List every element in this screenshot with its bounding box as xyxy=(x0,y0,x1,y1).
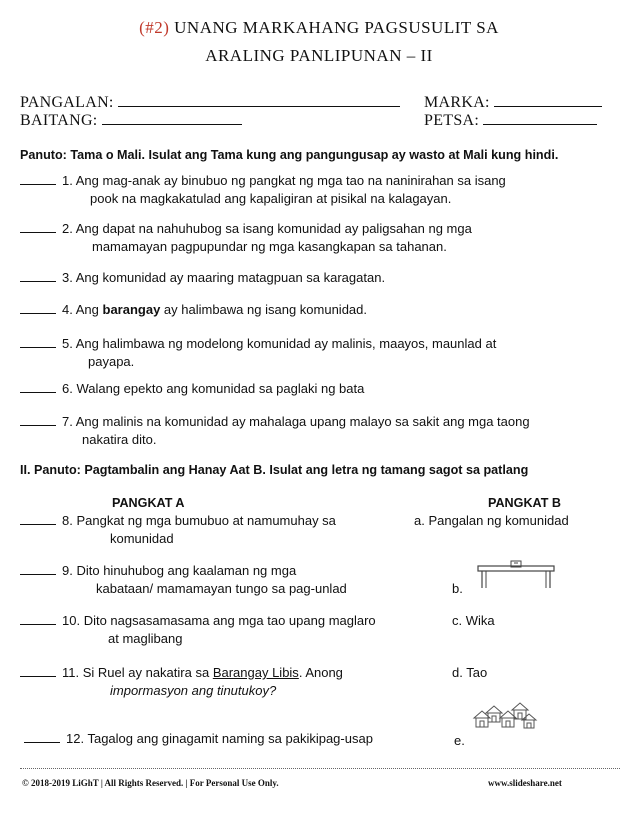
title-line-1: UNANG MARKAHANG PAGSUSULIT SA xyxy=(174,18,499,37)
question-1: 1. Ang mag-anak ay binubuo ng pangkat ng mga tao na naninirahan sa isang pook na magkakatulad ang kapaligiran at pisikal na kalagayan. xyxy=(20,172,630,208)
question-5: 5. Ang halimbawa ng modelong komunidad ay malinis, maayos, maunlad at payapa. xyxy=(20,335,630,371)
choice-c: c. Wika xyxy=(452,613,495,628)
answer-blank[interactable] xyxy=(20,301,56,314)
question-text: Walang epekto ang komunidad sa paglaki ng bata xyxy=(76,381,365,396)
question-text-cont: mamamayan pagpupundar ng mga kasangkapan sa tahanan. xyxy=(92,239,447,254)
answer-blank[interactable] xyxy=(20,220,56,233)
keyword-barangay: barangay xyxy=(102,302,161,317)
answer-blank[interactable] xyxy=(20,413,56,426)
question-12: 12. Tagalog ang ginagamit naming sa pakikipag-usap xyxy=(24,730,454,748)
test-number: (#2) xyxy=(139,18,170,37)
baitang-field xyxy=(20,110,242,130)
question-text-cont: payapa. xyxy=(88,354,135,369)
question-text: Ang mag-anak ay binubuo ng pangkat ng mga tao na naninirahan sa isang xyxy=(75,173,506,188)
houses-icon xyxy=(472,700,538,734)
choice-b: b. xyxy=(452,581,463,596)
page-title xyxy=(0,18,638,38)
part2-instruction: II. Panuto: Pagtambalin ang Hanay Aat B. Isulat ang letra ng tamang sagot sa patlang xyxy=(20,463,529,477)
question-text-cont: nakatira dito. xyxy=(82,432,157,447)
question-text-cont: at maglibang xyxy=(108,631,183,646)
choice-a: a. Pangalan ng komunidad xyxy=(414,513,569,528)
answer-blank[interactable] xyxy=(20,172,56,185)
pangalan-label: PANGALAN: xyxy=(20,94,114,111)
question-8: 8. Pangkat ng mga bumubuo at namumuhay sa komunidad xyxy=(20,512,420,548)
question-2: 2. Ang dapat na nahuhubog sa isang komunidad ay paligsahan ng mga mamamayan pagpupundar ng mga kasangkapan sa tahanan. xyxy=(20,220,630,256)
marka-field xyxy=(424,92,602,112)
question-text-cont: komunidad xyxy=(110,531,174,546)
question-text-cont: impormasyon ang tinutukoy? xyxy=(110,683,277,698)
footer-copyright: © 2018-2019 LiGhT | All Rights Reserved. | For Personal Use Only. xyxy=(22,778,279,788)
footer-site[interactable]: www.slideshare.net xyxy=(488,778,562,788)
school-building-icon xyxy=(476,560,556,590)
question-text: Tagalog ang ginagamit naming sa pakikipag-usap xyxy=(87,731,373,746)
question-text: Dito nagsasamasama ang mga tao upang maglaro xyxy=(83,613,376,628)
part1-instruction: Panuto: Tama o Mali. Isulat ang Tama kung ang pangungusap ay wasto at Mali kung hindi. xyxy=(20,148,559,162)
question-11: 11. Si Ruel ay nakatira sa Barangay Libis. Anong impormasyon ang tinutukoy? xyxy=(20,664,450,700)
baitang-label: BAITANG: xyxy=(20,112,98,129)
petsa-field xyxy=(424,110,597,130)
question-10: 10. Dito nagsasamasama ang mga tao upang maglaro at maglibang xyxy=(20,612,450,648)
question-text: Ang malinis na komunidad ay mahalaga upang malayo sa sakit ang mga taong xyxy=(75,414,530,429)
question-text: Dito hinuhubog ang kaalaman ng mga xyxy=(76,563,297,578)
column-a-header: PANGKAT A xyxy=(112,496,185,510)
marka-line[interactable] xyxy=(494,92,602,107)
answer-blank[interactable] xyxy=(20,512,56,525)
baitang-line[interactable] xyxy=(102,110,242,125)
petsa-label: PETSA: xyxy=(424,112,480,129)
question-9: 9. Dito hinuhubog ang kaalaman ng mga kabataan/ mamamayan tungo sa pag-unlad xyxy=(20,562,440,598)
question-4: 4. Ang barangay ay halimbawa ng isang komunidad. xyxy=(20,301,630,319)
pangalan-line[interactable] xyxy=(118,92,400,107)
question-text: Ang komunidad ay maaring matagpuan sa karagatan. xyxy=(75,270,386,285)
answer-blank[interactable] xyxy=(20,380,56,393)
question-text: Pangkat ng mga bumubuo at namumuhay sa xyxy=(76,513,336,528)
question-7: 7. Ang malinis na komunidad ay mahalaga upang malayo sa sakit ang mga taong nakatira dito. xyxy=(20,413,630,449)
question-3: 3. Ang komunidad ay maaring matagpuan sa karagatan. xyxy=(20,269,630,287)
answer-blank[interactable] xyxy=(20,664,56,677)
question-text: Ang halimbawa ng modelong komunidad ay malinis, maayos, maunlad at xyxy=(75,336,497,351)
answer-blank[interactable] xyxy=(20,562,56,575)
footer-divider xyxy=(20,768,620,769)
answer-blank[interactable] xyxy=(20,269,56,282)
answer-blank[interactable] xyxy=(20,335,56,348)
petsa-line[interactable] xyxy=(483,110,597,125)
choice-d: d. Tao xyxy=(452,665,488,680)
question-text: Ang dapat na nahuhubog sa isang komunidad ay paligsahan ng mga xyxy=(75,221,472,236)
column-b-header: PANGKAT B xyxy=(488,496,561,510)
question-6: 6. Walang epekto ang komunidad sa paglaki ng bata xyxy=(20,380,630,398)
answer-blank[interactable] xyxy=(20,612,56,625)
marka-label: MARKA: xyxy=(424,94,490,111)
title-line-2: ARALING PANLIPUNAN – II xyxy=(205,46,433,65)
question-text-cont: kabataan/ mamamayan tungo sa pag-unlad xyxy=(96,581,347,596)
choice-e: e. xyxy=(454,733,465,748)
answer-blank[interactable] xyxy=(24,730,60,743)
underlined-barangay-libis: Barangay Libis xyxy=(212,665,299,680)
pangalan-field xyxy=(20,92,400,112)
question-text-cont: pook na magkakatulad ang kapaligiran at pisikal na kalagayan. xyxy=(90,191,452,206)
